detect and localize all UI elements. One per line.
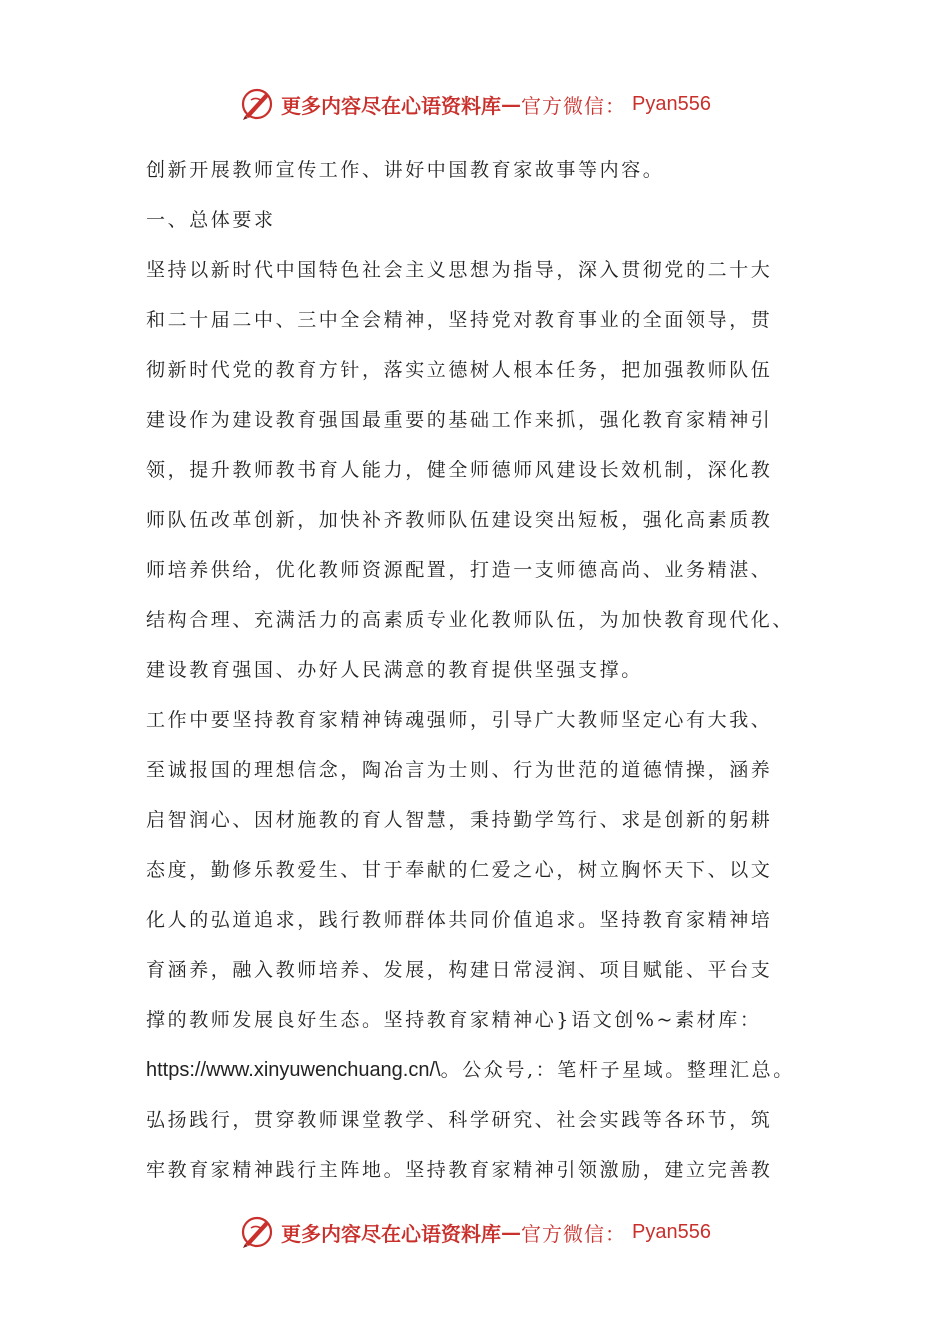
text-line: 育涵养，融入教师培养、发展，构建日常浸润、项目赋能、平台支 xyxy=(146,959,773,981)
banner-wechat-label: 官方微信： xyxy=(521,1221,627,1246)
text-line: 至诚报国的理想信念，陶冶言为士则、行为世范的道德情操，涵养 xyxy=(146,759,773,781)
url-line xyxy=(146,1047,836,1097)
text-line: 撑的教师发展良好生态。坚持教育家精神心}语文创%~素材库： xyxy=(146,1009,762,1031)
url-line-rest: 。公众号,：笔杆子星域。整理汇总。 xyxy=(440,1059,795,1081)
banner-separator: — xyxy=(501,92,522,116)
banner-separator: — xyxy=(501,1220,522,1244)
text-line: 化人的弘道追求，践行教师群体共同价值追求。坚持教育家精神培 xyxy=(146,909,773,931)
banner-wechat-id: Pyan556 xyxy=(632,92,711,115)
section-heading: 一、总体要求 xyxy=(146,209,276,231)
document-body xyxy=(146,147,836,1197)
text-line: 启智润心、因材施教的育人智慧，秉持勤学笃行、求是创新的躬耕 xyxy=(146,809,773,831)
banner-wechat-label: 官方微信： xyxy=(521,93,627,118)
banner-brand-text: 更多内容尽在心语资料库 xyxy=(281,1221,502,1246)
text-line: 牢教育家精神践行主阵地。坚持教育家精神引领激励，建立完善教 xyxy=(146,1159,773,1181)
text-line: 建设作为建设教育强国最重要的基础工作来抓，强化教育家精神引 xyxy=(146,409,773,431)
text-line: 结构合理、充满活力的高素质专业化教师队伍，为加快教育现代化、 xyxy=(146,609,795,631)
text-line: 建设教育强国、办好人民满意的教育提供坚强支撑。 xyxy=(146,659,643,681)
pen-logo-icon xyxy=(239,86,275,122)
header-banner xyxy=(0,84,950,124)
banner-wechat-id: Pyan556 xyxy=(632,1220,711,1243)
text-line: 工作中要坚持教育家精神铸魂强师，引导广大教师坚定心有大我、 xyxy=(146,709,773,731)
text-line: 彻新时代党的教育方针，落实立德树人根本任务，把加强教师队伍 xyxy=(146,359,773,381)
text-line: 师培养供给，优化教师资源配置，打造一支师德高尚、业务精湛、 xyxy=(146,559,773,581)
banner-brand-text: 更多内容尽在心语资料库 xyxy=(281,93,502,118)
footer-banner xyxy=(0,1212,950,1252)
text-line: 师队伍改革创新，加快补齐教师队伍建设突出短板，强化高素质教 xyxy=(146,509,773,531)
text-line: 和二十届二中、三中全会精神，坚持党对教育事业的全面领导，贯 xyxy=(146,309,773,331)
pen-logo-icon xyxy=(239,1214,275,1250)
text-line: 领，提升教师教书育人能力，健全师德师风建设长效机制，深化教 xyxy=(146,459,773,481)
text-line: 创新开展教师宣传工作、讲好中国教育家故事等内容。 xyxy=(146,159,665,181)
source-url-text: https://www.xinyuwenchuang.cn/\ xyxy=(146,1059,441,1081)
text-line: 态度，勤修乐教爱生、甘于奉献的仁爱之心，树立胸怀天下、以文 xyxy=(146,859,773,881)
text-line: 弘扬践行，贯穿教师课堂教学、科学研究、社会实践等各环节，筑 xyxy=(146,1109,773,1131)
text-line: 坚持以新时代中国特色社会主义思想为指导，深入贯彻党的二十大 xyxy=(146,259,773,281)
